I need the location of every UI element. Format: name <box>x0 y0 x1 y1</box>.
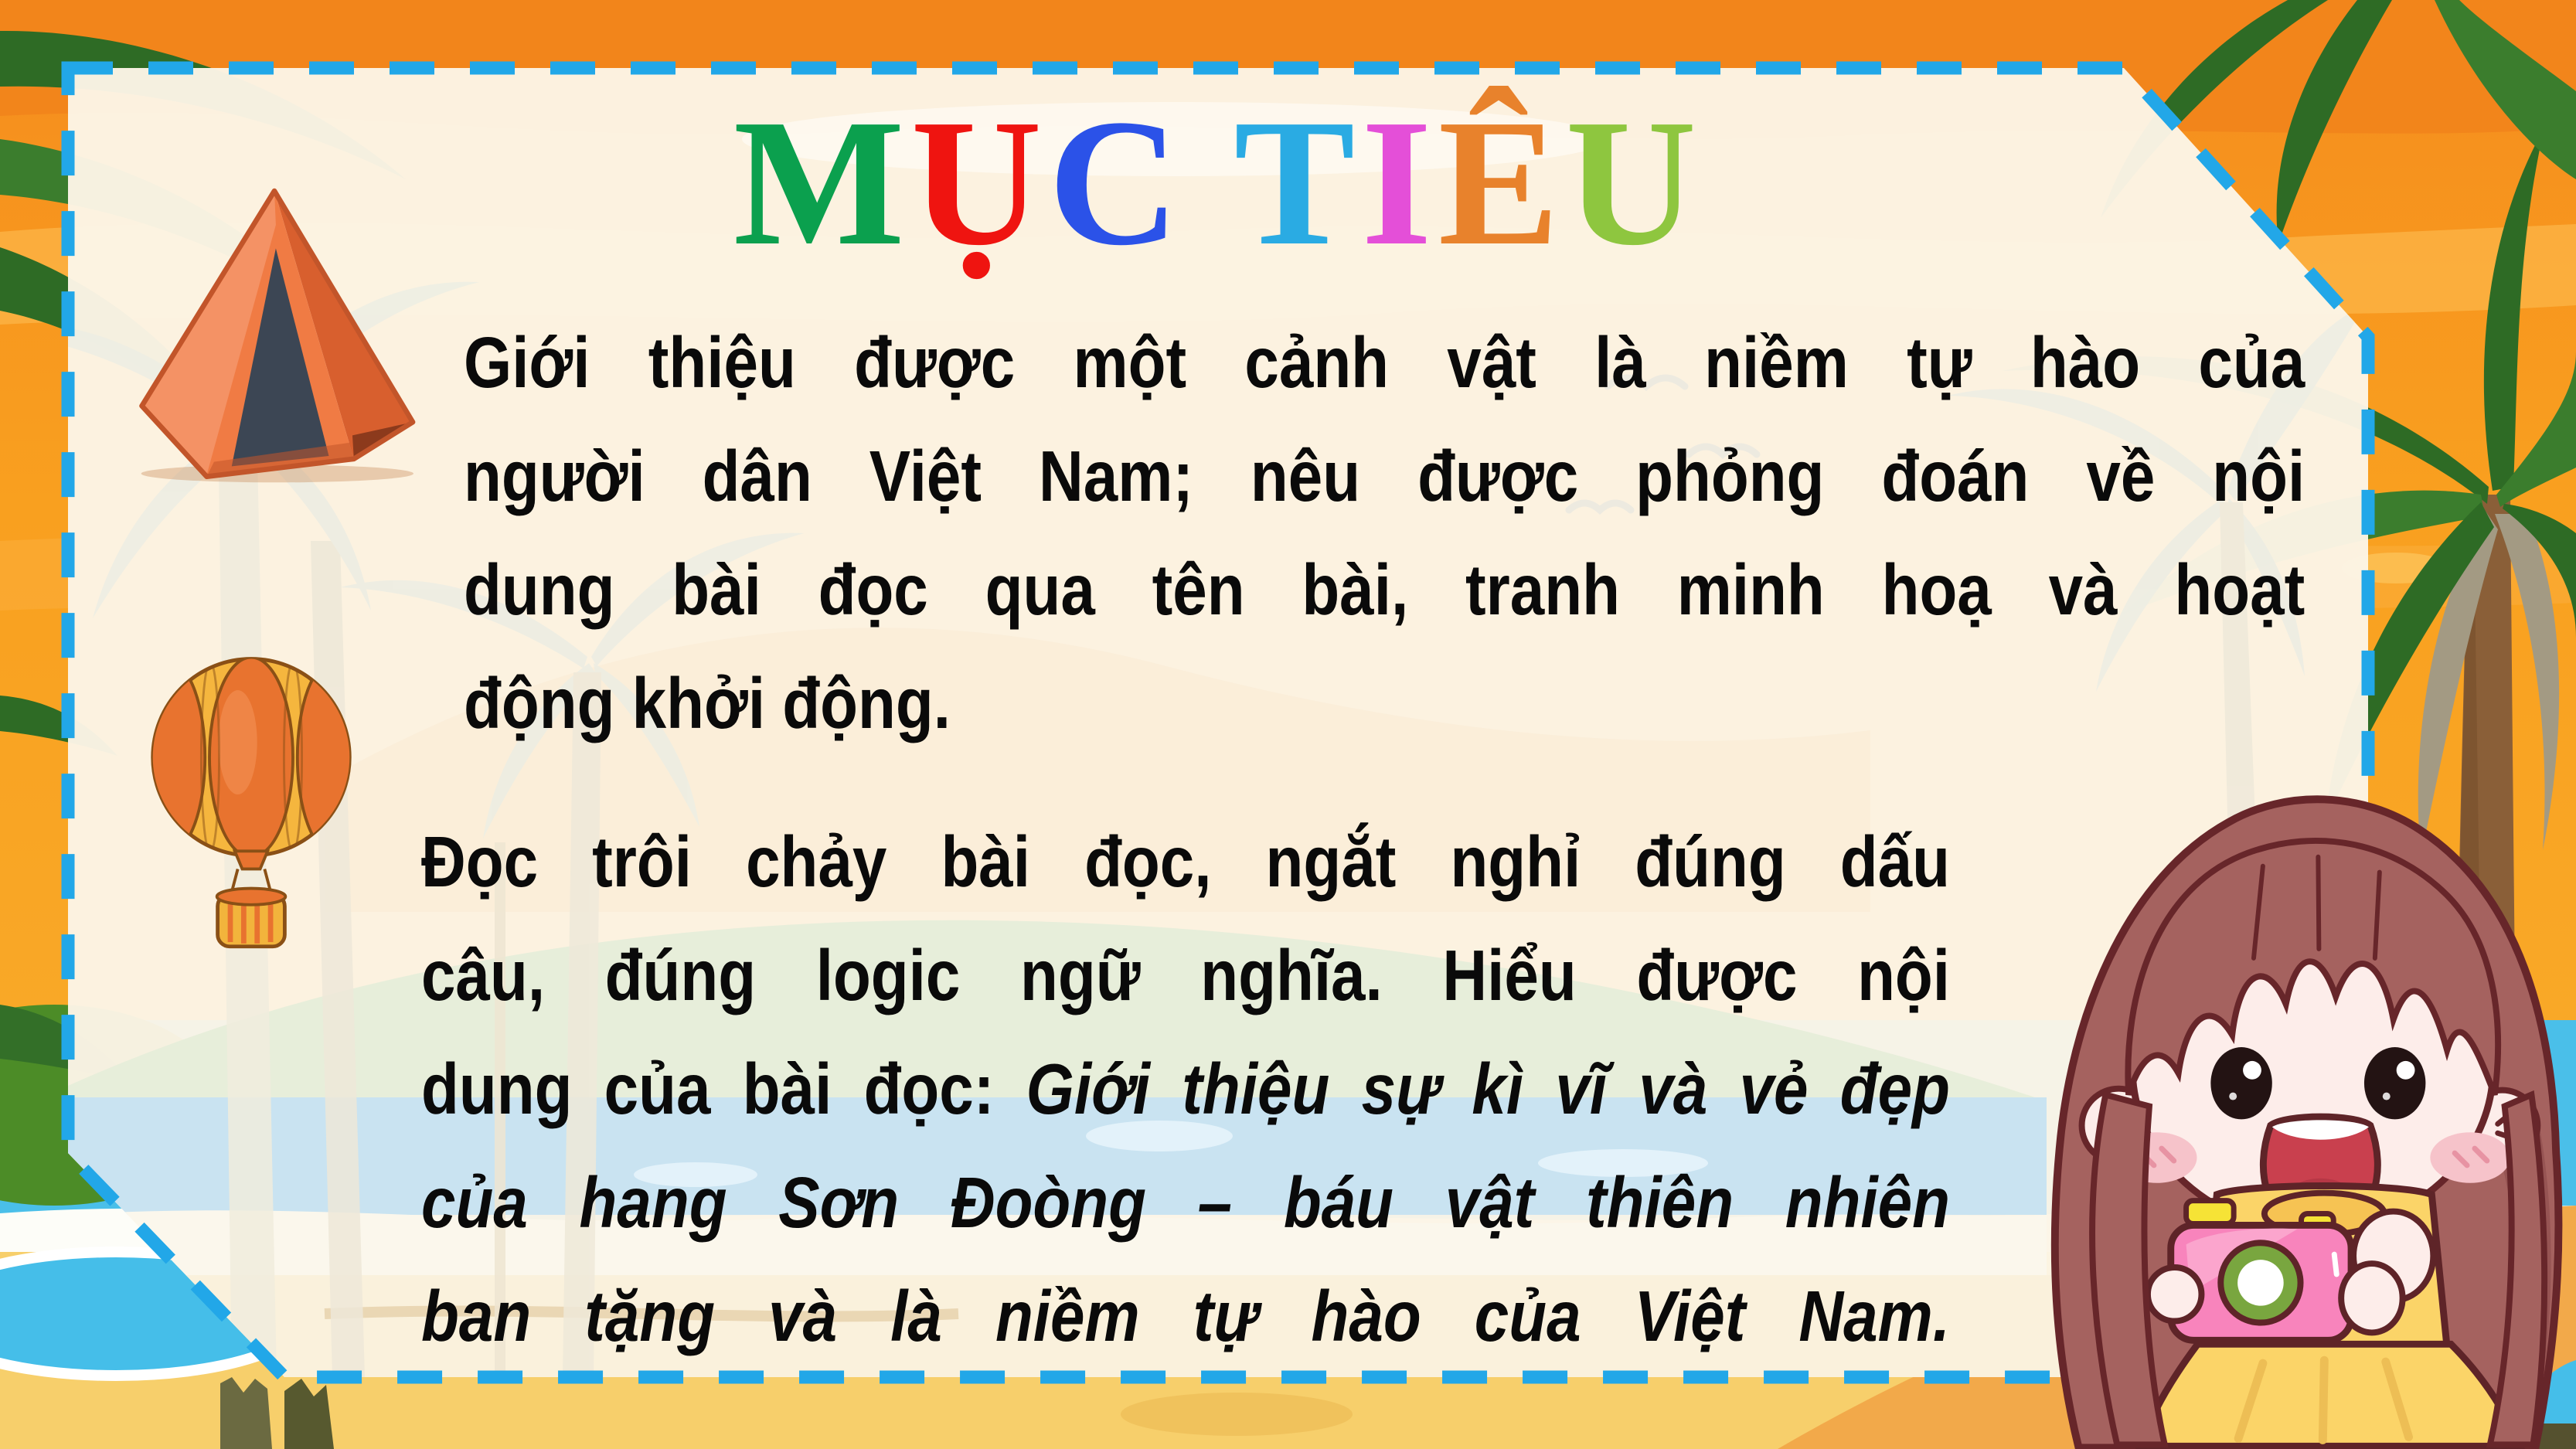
text-segment-italic: ban tặng và là niềm tự hào của Việt Nam. <box>421 1276 1950 1356</box>
girl-skirt <box>2140 1344 2520 1446</box>
text-segment-italic: Giới thiệu sự kì vĩ và vẻ đẹp <box>1026 1049 1950 1129</box>
tent-icon <box>116 178 433 487</box>
hot-air-balloon-icon <box>147 645 356 966</box>
text-line <box>421 919 1950 1032</box>
text-segment: Giới thiệu được một cảnh vật là niềm tự hào của <box>464 322 2305 403</box>
text-line <box>421 1260 1950 1373</box>
title-letter: Ê <box>1438 82 1566 283</box>
text-segment: câu, đúng logic ngữ nghĩa. Hiểu được nội <box>421 935 1950 1015</box>
text-line <box>421 1146 1950 1260</box>
girl-hand <box>2341 1264 2402 1332</box>
title-letter: C <box>1048 82 1186 283</box>
girl-with-camera-illustration <box>2033 764 2576 1449</box>
title-letter: T <box>1234 82 1362 283</box>
text-line <box>464 647 2305 760</box>
text-line <box>421 1032 1950 1146</box>
title-letter: U <box>1565 82 1703 283</box>
text-segment-italic: của hang Sơn Đoòng – báu vật thiên nhiên <box>421 1162 1950 1243</box>
text-segment: Đọc trôi chảy bài đọc, ngắt nghỉ đúng dấu <box>421 821 1950 902</box>
text-segment: người dân Việt Nam; nêu được phỏng đoán về nội <box>464 436 2305 516</box>
title-letter: I <box>1361 82 1438 283</box>
text-line <box>464 306 2305 420</box>
text-line <box>464 533 2305 647</box>
text-segment: dung của bài đọc: <box>421 1049 1026 1129</box>
text-segment: dung bài đọc qua tên bài, tranh minh hoạ và hoạt <box>464 549 2305 630</box>
objective-paragraph-1 <box>464 306 2305 760</box>
girl-hand <box>2148 1267 2202 1321</box>
title-letter <box>1186 82 1234 283</box>
text-segment: động khởi động. <box>464 663 951 743</box>
objective-paragraph-2 <box>421 805 1950 1373</box>
title-letter: Ụ <box>910 82 1049 283</box>
text-line <box>421 805 1950 919</box>
text-line <box>464 420 2305 533</box>
title-letter: M <box>733 82 911 283</box>
